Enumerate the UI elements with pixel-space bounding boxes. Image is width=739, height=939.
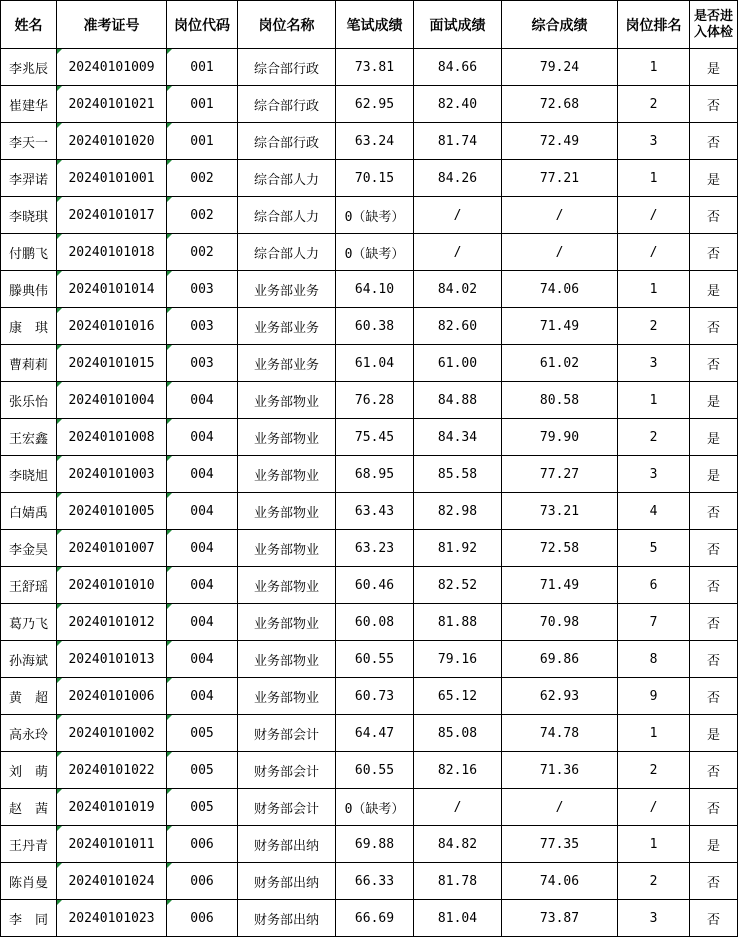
cell-total-score: /	[502, 789, 618, 826]
cell-written-score: 76.28	[336, 382, 414, 419]
table-row	[1, 530, 738, 567]
table-row	[1, 567, 738, 604]
cell-medical-check: 否	[690, 308, 738, 345]
cell-position-code: 006	[167, 900, 238, 937]
cell-interview-score: 82.98	[414, 493, 502, 530]
cell-medical-check: 否	[690, 86, 738, 123]
cell-position-name: 财务部会计	[238, 752, 336, 789]
cell-exam-id: 20240101021	[57, 86, 167, 123]
cell-medical-check: 否	[690, 678, 738, 715]
cell-written-score: 60.46	[336, 567, 414, 604]
cell-position-name: 综合部人力	[238, 234, 336, 271]
cell-total-score: 72.68	[502, 86, 618, 123]
cell-position-name: 业务部业务	[238, 308, 336, 345]
cell-position-code: 002	[167, 197, 238, 234]
cell-total-score: 74.78	[502, 715, 618, 752]
cell-written-score: 75.45	[336, 419, 414, 456]
cell-position-name: 业务部物业	[238, 419, 336, 456]
cell-name: 王宏鑫	[1, 419, 57, 456]
cell-name: 李羿诺	[1, 160, 57, 197]
cell-name: 李晓旭	[1, 456, 57, 493]
cell-medical-check: 否	[690, 493, 738, 530]
cell-exam-id: 20240101017	[57, 197, 167, 234]
cell-medical-check: 否	[690, 197, 738, 234]
cell-name: 曹莉莉	[1, 345, 57, 382]
cell-position-code: 004	[167, 382, 238, 419]
cell-position-name: 财务部出纳	[238, 863, 336, 900]
cell-interview-score: 82.52	[414, 567, 502, 604]
cell-medical-check: 否	[690, 567, 738, 604]
cell-medical-check: 否	[690, 530, 738, 567]
cell-written-score: 60.55	[336, 752, 414, 789]
header-position-rank: 岗位排名	[618, 1, 690, 49]
cell-total-score: 69.86	[502, 641, 618, 678]
cell-exam-id: 20240101001	[57, 160, 167, 197]
cell-position-code: 003	[167, 345, 238, 382]
cell-total-score: 72.49	[502, 123, 618, 160]
cell-total-score: 70.98	[502, 604, 618, 641]
cell-position-code: 001	[167, 49, 238, 86]
cell-position-rank: 2	[618, 86, 690, 123]
header-interview-score: 面试成绩	[414, 1, 502, 49]
table-row	[1, 863, 738, 900]
table-row	[1, 197, 738, 234]
cell-written-score: 0（缺考）	[336, 234, 414, 271]
cell-position-rank: 1	[618, 382, 690, 419]
cell-exam-id: 20240101013	[57, 641, 167, 678]
header-position-name: 岗位名称	[238, 1, 336, 49]
cell-name: 黄 超	[1, 678, 57, 715]
cell-name: 滕典伟	[1, 271, 57, 308]
table-row	[1, 456, 738, 493]
cell-exam-id: 20240101007	[57, 530, 167, 567]
cell-medical-check: 是	[690, 271, 738, 308]
cell-position-code: 004	[167, 419, 238, 456]
cell-position-code: 005	[167, 752, 238, 789]
cell-interview-score: /	[414, 234, 502, 271]
cell-name: 王丹青	[1, 826, 57, 863]
cell-total-score: 74.06	[502, 863, 618, 900]
cell-total-score: 74.06	[502, 271, 618, 308]
cell-position-name: 业务部物业	[238, 456, 336, 493]
cell-position-rank: 1	[618, 715, 690, 752]
cell-interview-score: 82.40	[414, 86, 502, 123]
cell-position-rank: 8	[618, 641, 690, 678]
cell-medical-check: 是	[690, 382, 738, 419]
cell-position-name: 综合部人力	[238, 160, 336, 197]
cell-total-score: 71.49	[502, 567, 618, 604]
cell-exam-id: 20240101018	[57, 234, 167, 271]
table-row	[1, 493, 738, 530]
cell-position-rank: 6	[618, 567, 690, 604]
cell-written-score: 60.38	[336, 308, 414, 345]
table-row	[1, 160, 738, 197]
cell-exam-id: 20240101009	[57, 49, 167, 86]
cell-total-score: /	[502, 197, 618, 234]
cell-written-score: 73.81	[336, 49, 414, 86]
cell-interview-score: 82.16	[414, 752, 502, 789]
cell-position-code: 004	[167, 641, 238, 678]
cell-medical-check: 否	[690, 863, 738, 900]
cell-total-score: 73.87	[502, 900, 618, 937]
cell-position-rank: 9	[618, 678, 690, 715]
cell-written-score: 63.23	[336, 530, 414, 567]
header-exam-id: 准考证号	[57, 1, 167, 49]
cell-exam-id: 20240101022	[57, 752, 167, 789]
table-row	[1, 234, 738, 271]
cell-position-name: 业务部物业	[238, 604, 336, 641]
cell-name: 刘 萌	[1, 752, 57, 789]
cell-interview-score: 79.16	[414, 641, 502, 678]
header-total-score: 综合成绩	[502, 1, 618, 49]
cell-position-rank: /	[618, 197, 690, 234]
cell-interview-score: 81.92	[414, 530, 502, 567]
cell-exam-id: 20240101012	[57, 604, 167, 641]
cell-total-score: 62.93	[502, 678, 618, 715]
cell-name: 付鹏飞	[1, 234, 57, 271]
cell-position-code: 001	[167, 123, 238, 160]
cell-position-name: 财务部会计	[238, 715, 336, 752]
header-position-code: 岗位代码	[167, 1, 238, 49]
cell-interview-score: 84.02	[414, 271, 502, 308]
cell-position-name: 财务部会计	[238, 789, 336, 826]
cell-interview-score: 84.82	[414, 826, 502, 863]
cell-written-score: 60.08	[336, 604, 414, 641]
cell-medical-check: 是	[690, 49, 738, 86]
cell-name: 白婧禹	[1, 493, 57, 530]
cell-medical-check: 是	[690, 456, 738, 493]
cell-position-code: 001	[167, 86, 238, 123]
cell-position-rank: 1	[618, 271, 690, 308]
cell-interview-score: /	[414, 789, 502, 826]
cell-medical-check: 否	[690, 123, 738, 160]
cell-position-code: 002	[167, 234, 238, 271]
cell-medical-check: 否	[690, 345, 738, 382]
cell-position-code: 004	[167, 456, 238, 493]
cell-name: 赵 茜	[1, 789, 57, 826]
header-name: 姓名	[1, 1, 57, 49]
cell-position-rank: 4	[618, 493, 690, 530]
table-row	[1, 715, 738, 752]
cell-total-score: /	[502, 234, 618, 271]
cell-total-score: 80.58	[502, 382, 618, 419]
cell-written-score: 60.73	[336, 678, 414, 715]
table-row	[1, 826, 738, 863]
cell-name: 康 琪	[1, 308, 57, 345]
cell-position-code: 004	[167, 493, 238, 530]
cell-interview-score: 85.08	[414, 715, 502, 752]
cell-position-rank: 2	[618, 419, 690, 456]
cell-exam-id: 20240101016	[57, 308, 167, 345]
header-medical-check: 是否进入体检	[690, 1, 738, 49]
cell-position-rank: 2	[618, 863, 690, 900]
cell-position-code: 006	[167, 863, 238, 900]
table-row	[1, 49, 738, 86]
cell-position-code: 005	[167, 715, 238, 752]
cell-medical-check: 否	[690, 604, 738, 641]
cell-written-score: 64.10	[336, 271, 414, 308]
cell-position-code: 006	[167, 826, 238, 863]
cell-position-rank: 1	[618, 49, 690, 86]
table-row	[1, 123, 738, 160]
cell-medical-check: 是	[690, 715, 738, 752]
cell-position-name: 财务部出纳	[238, 900, 336, 937]
cell-position-name: 综合部行政	[238, 86, 336, 123]
cell-total-score: 61.02	[502, 345, 618, 382]
cell-position-code: 004	[167, 530, 238, 567]
cell-total-score: 77.35	[502, 826, 618, 863]
cell-position-rank: 3	[618, 456, 690, 493]
cell-medical-check: 是	[690, 419, 738, 456]
cell-interview-score: 65.12	[414, 678, 502, 715]
cell-written-score: 62.95	[336, 86, 414, 123]
cell-position-rank: 5	[618, 530, 690, 567]
cell-medical-check: 否	[690, 234, 738, 271]
cell-position-code: 004	[167, 567, 238, 604]
cell-total-score: 71.49	[502, 308, 618, 345]
table-row	[1, 678, 738, 715]
cell-position-rank: 3	[618, 345, 690, 382]
cell-position-rank: /	[618, 234, 690, 271]
cell-position-rank: 7	[618, 604, 690, 641]
table-row	[1, 604, 738, 641]
table-row	[1, 641, 738, 678]
cell-written-score: 0（缺考）	[336, 789, 414, 826]
table-row	[1, 419, 738, 456]
cell-interview-score: 82.60	[414, 308, 502, 345]
cell-exam-id: 20240101024	[57, 863, 167, 900]
table-row	[1, 345, 738, 382]
cell-medical-check: 否	[690, 789, 738, 826]
cell-position-rank: 3	[618, 123, 690, 160]
cell-name: 李金昊	[1, 530, 57, 567]
cell-position-name: 综合部行政	[238, 49, 336, 86]
cell-position-rank: 1	[618, 826, 690, 863]
table-row	[1, 271, 738, 308]
cell-total-score: 71.36	[502, 752, 618, 789]
cell-written-score: 66.33	[336, 863, 414, 900]
cell-position-name: 业务部物业	[238, 567, 336, 604]
cell-name: 葛乃飞	[1, 604, 57, 641]
cell-interview-score: 81.88	[414, 604, 502, 641]
cell-name: 李晓琪	[1, 197, 57, 234]
cell-position-name: 业务部物业	[238, 641, 336, 678]
table-row	[1, 752, 738, 789]
cell-position-code: 003	[167, 271, 238, 308]
header-written-score: 笔试成绩	[336, 1, 414, 49]
cell-interview-score: 84.34	[414, 419, 502, 456]
cell-exam-id: 20240101006	[57, 678, 167, 715]
cell-total-score: 77.21	[502, 160, 618, 197]
cell-position-name: 业务部物业	[238, 678, 336, 715]
cell-written-score: 63.24	[336, 123, 414, 160]
cell-interview-score: 81.74	[414, 123, 502, 160]
cell-name: 李天一	[1, 123, 57, 160]
cell-exam-id: 20240101005	[57, 493, 167, 530]
cell-exam-id: 20240101011	[57, 826, 167, 863]
cell-written-score: 66.69	[336, 900, 414, 937]
table-row	[1, 789, 738, 826]
cell-interview-score: 81.78	[414, 863, 502, 900]
cell-name: 孙海斌	[1, 641, 57, 678]
table-row	[1, 308, 738, 345]
cell-position-name: 业务部业务	[238, 271, 336, 308]
cell-medical-check: 是	[690, 826, 738, 863]
cell-name: 崔建华	[1, 86, 57, 123]
cell-position-rank: 1	[618, 160, 690, 197]
cell-exam-id: 20240101023	[57, 900, 167, 937]
cell-position-name: 业务部业务	[238, 345, 336, 382]
cell-interview-score: 85.58	[414, 456, 502, 493]
cell-name: 张乐怡	[1, 382, 57, 419]
cell-position-name: 业务部物业	[238, 493, 336, 530]
cell-interview-score: 84.66	[414, 49, 502, 86]
cell-position-name: 综合部人力	[238, 197, 336, 234]
cell-exam-id: 20240101004	[57, 382, 167, 419]
table-row	[1, 900, 738, 937]
cell-written-score: 69.88	[336, 826, 414, 863]
cell-position-code: 003	[167, 308, 238, 345]
cell-written-score: 60.55	[336, 641, 414, 678]
cell-written-score: 61.04	[336, 345, 414, 382]
cell-exam-id: 20240101002	[57, 715, 167, 752]
cell-name: 王舒瑶	[1, 567, 57, 604]
cell-position-rank: 2	[618, 308, 690, 345]
cell-interview-score: /	[414, 197, 502, 234]
cell-position-name: 业务部物业	[238, 530, 336, 567]
cell-total-score: 79.24	[502, 49, 618, 86]
cell-exam-id: 20240101015	[57, 345, 167, 382]
cell-interview-score: 81.04	[414, 900, 502, 937]
cell-written-score: 63.43	[336, 493, 414, 530]
table-row	[1, 86, 738, 123]
cell-interview-score: 84.88	[414, 382, 502, 419]
cell-position-rank: 3	[618, 900, 690, 937]
cell-exam-id: 20240101010	[57, 567, 167, 604]
cell-total-score: 77.27	[502, 456, 618, 493]
cell-position-code: 004	[167, 678, 238, 715]
cell-position-code: 002	[167, 160, 238, 197]
cell-exam-id: 20240101014	[57, 271, 167, 308]
cell-medical-check: 是	[690, 160, 738, 197]
cell-written-score: 0（缺考）	[336, 197, 414, 234]
cell-position-rank: 2	[618, 752, 690, 789]
cell-position-name: 综合部行政	[238, 123, 336, 160]
cell-position-code: 004	[167, 604, 238, 641]
cell-written-score: 64.47	[336, 715, 414, 752]
cell-interview-score: 61.00	[414, 345, 502, 382]
cell-interview-score: 84.26	[414, 160, 502, 197]
cell-name: 高永玲	[1, 715, 57, 752]
cell-written-score: 68.95	[336, 456, 414, 493]
cell-total-score: 79.90	[502, 419, 618, 456]
cell-total-score: 73.21	[502, 493, 618, 530]
header-row	[1, 1, 738, 49]
cell-position-code: 005	[167, 789, 238, 826]
cell-position-name: 财务部出纳	[238, 826, 336, 863]
cell-exam-id: 20240101003	[57, 456, 167, 493]
cell-medical-check: 否	[690, 641, 738, 678]
cell-exam-id: 20240101019	[57, 789, 167, 826]
cell-name: 陈肖曼	[1, 863, 57, 900]
cell-position-name: 业务部物业	[238, 382, 336, 419]
cell-written-score: 70.15	[336, 160, 414, 197]
cell-total-score: 72.58	[502, 530, 618, 567]
cell-exam-id: 20240101020	[57, 123, 167, 160]
cell-position-rank: /	[618, 789, 690, 826]
cell-exam-id: 20240101008	[57, 419, 167, 456]
cell-name: 李兆辰	[1, 49, 57, 86]
cell-name: 李 同	[1, 900, 57, 937]
cell-medical-check: 否	[690, 752, 738, 789]
cell-medical-check: 否	[690, 900, 738, 937]
table-row	[1, 382, 738, 419]
